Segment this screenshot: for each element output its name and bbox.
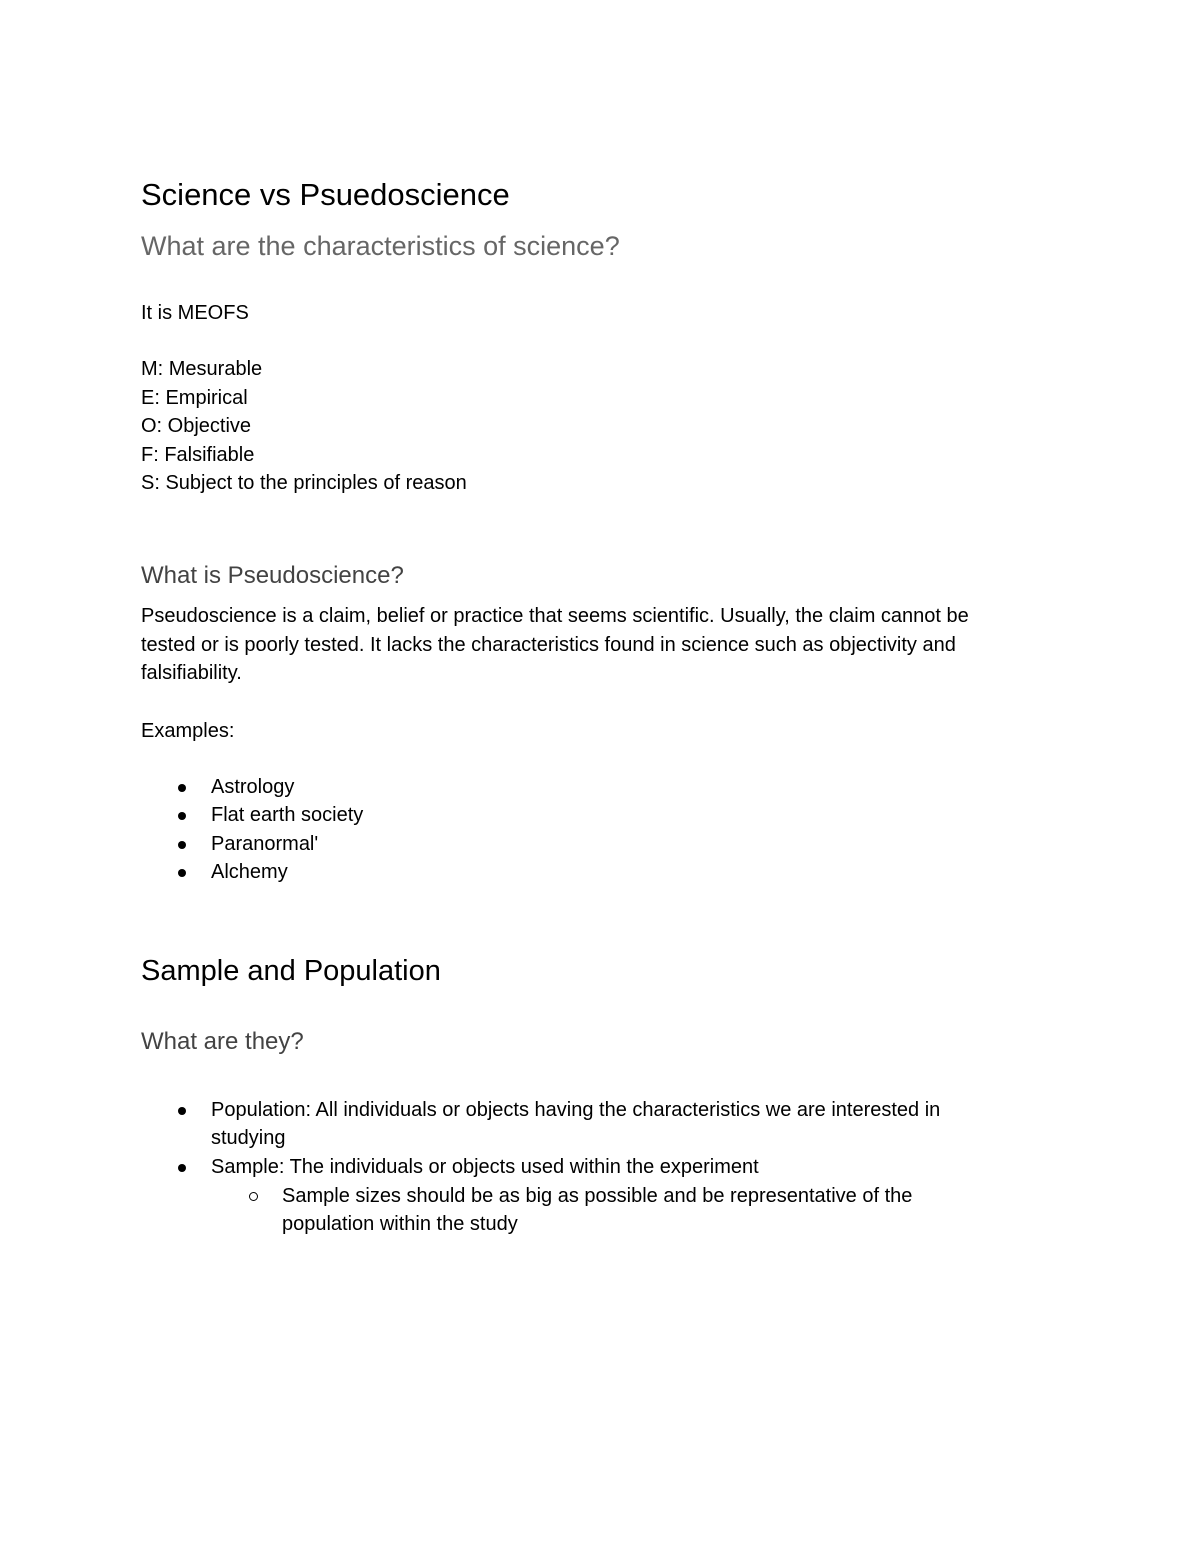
bullet-icon bbox=[178, 1107, 186, 1115]
examples-label: Examples: bbox=[141, 720, 235, 742]
list-item-text: Alchemy bbox=[211, 861, 288, 883]
hollow-bullet-icon bbox=[249, 1192, 258, 1201]
list-item-text: Paranormal' bbox=[211, 833, 319, 855]
mnemonic-line: O: Objective bbox=[141, 415, 252, 437]
mnemonic-line: E: Empirical bbox=[141, 387, 248, 409]
bullet-icon bbox=[178, 869, 186, 877]
pseudoscience-heading: What is Pseudoscience? bbox=[141, 562, 404, 589]
section-subheading: What are they? bbox=[141, 1028, 304, 1055]
bullet-icon bbox=[178, 841, 186, 849]
list-item-text: Sample: The individuals or objects used within the experiment bbox=[211, 1156, 759, 1178]
list-item-text: Sample sizes should be as big as possible and be representative of the bbox=[282, 1185, 913, 1207]
bullet-icon bbox=[178, 812, 186, 820]
list-item-text: Flat earth society bbox=[211, 804, 364, 826]
paragraph-line: Pseudoscience is a claim, belief or practice that seems scientific. Usually, the claim cannot be bbox=[141, 605, 969, 627]
bullet-icon bbox=[178, 1164, 186, 1172]
list-item-text: studying bbox=[211, 1127, 286, 1149]
mnemonic-line: F: Falsifiable bbox=[141, 444, 255, 466]
list-item-text: Population: All individuals or objects having the characteristics we are interested in bbox=[211, 1099, 941, 1121]
mnemonic-line: M: Mesurable bbox=[141, 358, 263, 380]
document-title: Science vs Psuedoscience bbox=[141, 177, 510, 212]
paragraph-line: falsifiability. bbox=[141, 662, 242, 684]
intro-text: It is MEOFS bbox=[141, 302, 249, 324]
paragraph-line: tested or is poorly tested. It lacks the characteristics found in science such as objectivity and bbox=[141, 634, 956, 656]
list-item-text: Astrology bbox=[211, 776, 295, 798]
bullet-icon bbox=[178, 784, 186, 792]
section-title: Sample and Population bbox=[141, 955, 441, 987]
mnemonic-line: S: Subject to the principles of reason bbox=[141, 472, 467, 494]
list-item-text: population within the study bbox=[282, 1213, 518, 1235]
document-subtitle: What are the characteristics of science? bbox=[141, 231, 620, 261]
